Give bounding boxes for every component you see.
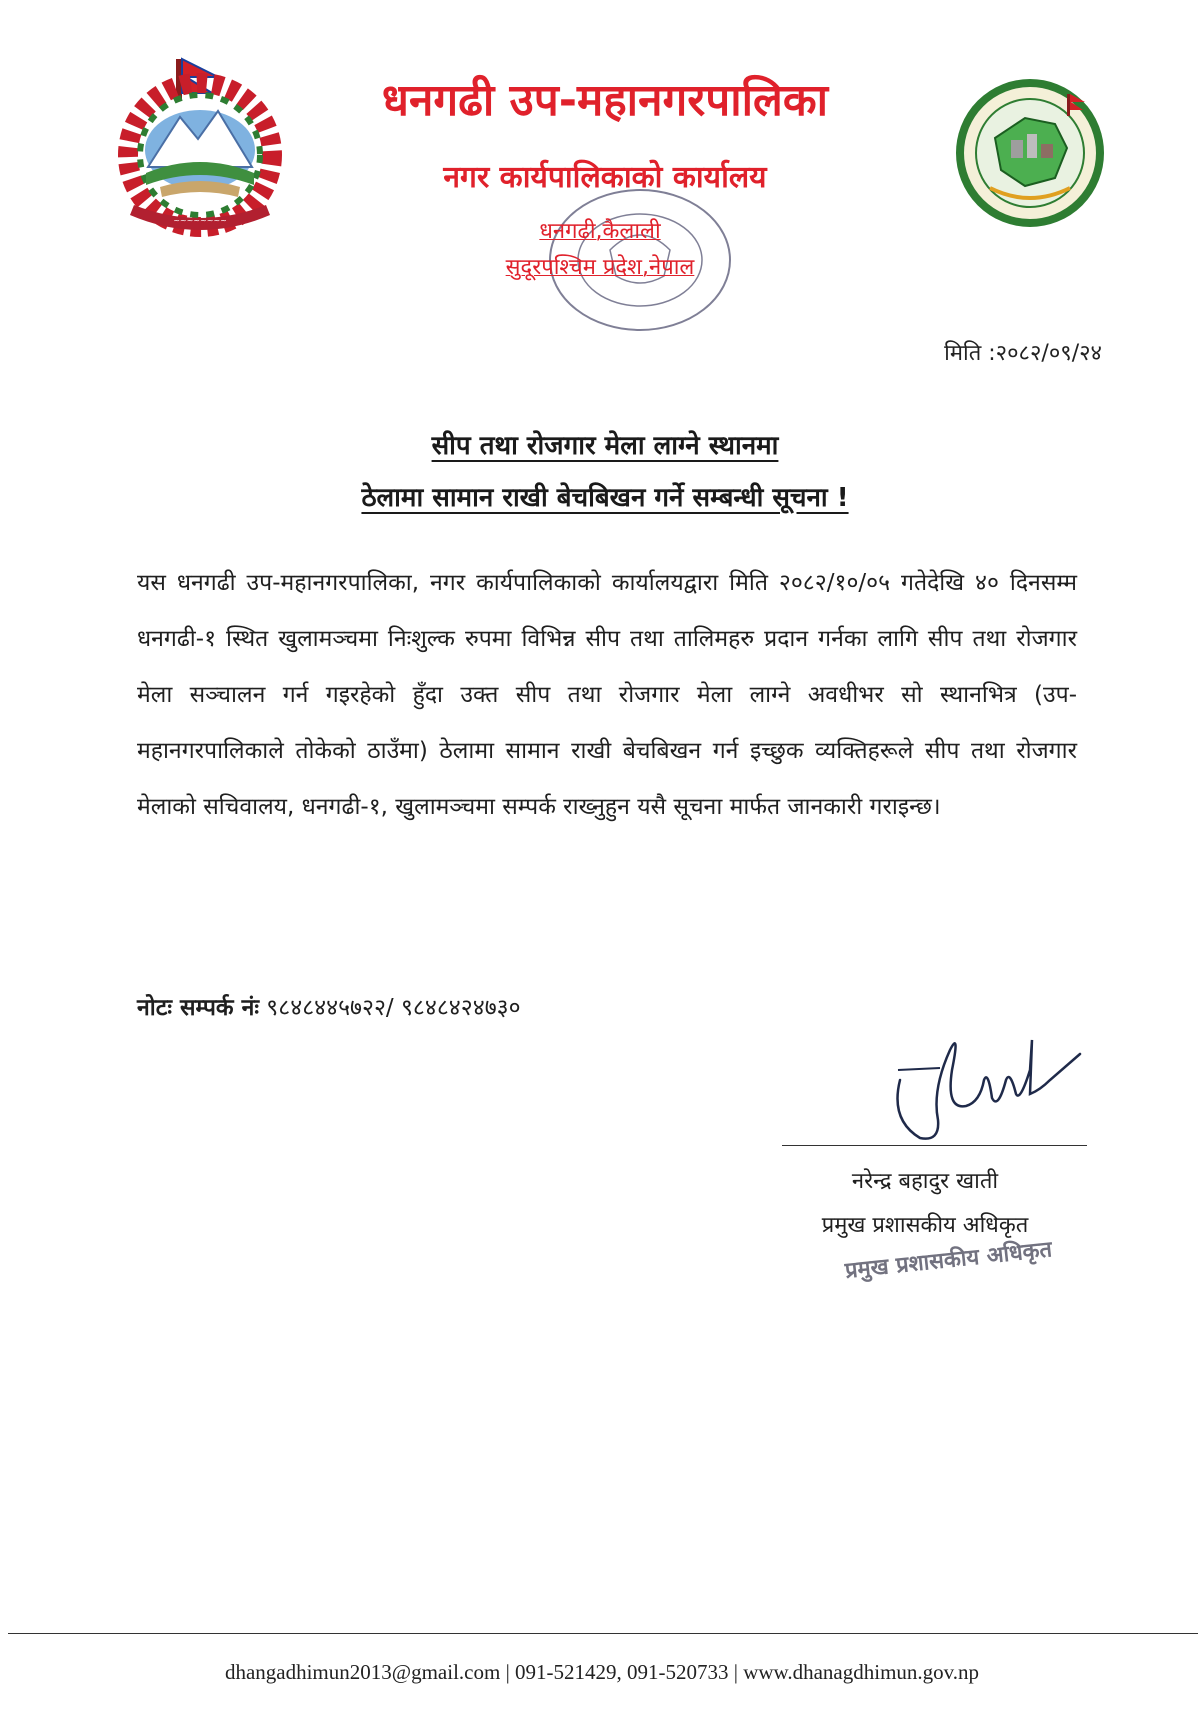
designation-stamp: प्रमुख प्रशासकीय अधिकृत bbox=[843, 1237, 1054, 1284]
address-line-2: सुदूरपश्चिम प्रदेश,नेपाल bbox=[505, 255, 695, 280]
signature-icon bbox=[880, 1010, 1090, 1150]
contact-numbers: ९८४८४४५७२२/ ९८४८४२४७३० bbox=[259, 995, 521, 1021]
subject-line-2: ठेलामा सामान राखी बेचबिखन गर्ने सम्बन्धी सूचना ! bbox=[361, 483, 849, 513]
address-line-1: धनगढी,कैलाली bbox=[539, 219, 661, 244]
nepal-emblem-icon bbox=[100, 55, 300, 240]
svg-text:~~~~~~~~: ~~~~~~~~ bbox=[173, 216, 227, 225]
footer-divider bbox=[8, 1633, 1198, 1634]
signatory-title: प्रमुख प्रशासकीय अधिकृत bbox=[821, 1213, 1029, 1238]
org-name: धनगढी उप-महानगरपालिका bbox=[381, 75, 829, 126]
office-name: नगर कार्यपालिकाको कार्यालय bbox=[443, 160, 767, 195]
signatory-name: नरेन्द्र बहादुर खाती bbox=[851, 1169, 999, 1194]
footer-contact: dhangadhimun2013@gmail.com | 091-521429, 091-520733 | www.dhanagdhimun.gov.np bbox=[224, 1660, 980, 1684]
contact-note bbox=[137, 990, 837, 1022]
note-label: नोटः सम्पर्क नंः bbox=[137, 995, 259, 1021]
signature-line bbox=[782, 1145, 1087, 1146]
notice-body: यस धनगढी उप-महानगरपालिका, नगर कार्यपालिकाको कार्यालयद्वारा मिति २०८२/१०/०५ गतेदेखि ४० दिनसम्म धनगढी-१ स्थित खुलामञ्चमा निःशुल्क रुपमा विभिन्न सीप तथा तालिमहरु प्रदान गर्नका लागि सीप तथा रोजगार मेला सञ्चालन गर्न गइरहेको हुँदा उक्त सीप तथा रोजगार मेला लाग्ने अवधीभर सो स्थानभित्र (उप-महानगरपालिकाले तोकेको ठाउँमा) ठेलामा सामान राखी बेचबिखन गर्न इच्छुक व्यक्तिहरूले सीप तथा रोजगार मेलाको सचिवालय, धनगढी-१, खुलामञ्चमा सम्पर्क राख्नुहुन यसै सूचना मार्फत जानकारी गराइन्छ। bbox=[137, 570, 1077, 820]
notice-subject bbox=[200, 420, 1010, 524]
issue-date: मिति :२०८२/०९/२४ bbox=[944, 341, 1102, 366]
org-address bbox=[430, 214, 770, 286]
municipality-logo-icon bbox=[955, 78, 1105, 228]
subject-line-1: सीप तथा रोजगार मेला लाग्ने स्थानमा bbox=[431, 431, 779, 461]
